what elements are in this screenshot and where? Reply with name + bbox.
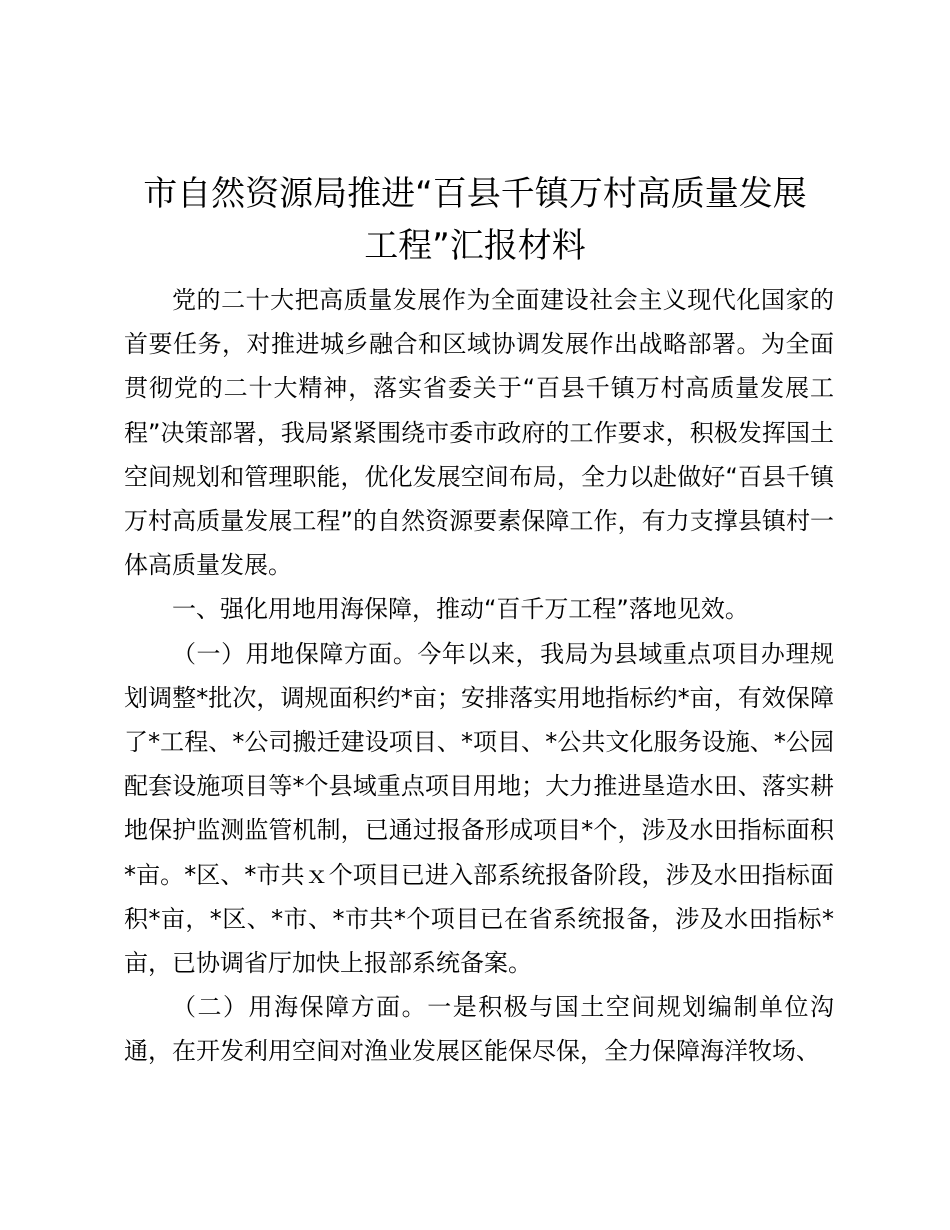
section-heading-1: 一、强化用地用海保障，推动“百千万工程”落地见效。 xyxy=(172,595,749,624)
document-body xyxy=(124,278,834,1074)
title-line-1: 市自然资源局推进“百县千镇万村高质量发展 xyxy=(143,174,807,214)
sea-use-paragraph: （二）用海保障方面。一是积极与国土空间规划编制单位沟通，在开发利用空间对渔业发展区能保尽保，全力保障海洋牧场、 xyxy=(124,993,834,1066)
title-line-2: 工程”汇报材料 xyxy=(364,226,586,266)
document-title xyxy=(120,168,830,272)
intro-paragraph: 党的二十大把高质量发展作为全面建设社会主义现代化国家的首要任务，对推进城乡融合和区域协调发展作出战略部署。为全面贯彻党的二十大精神，落实省委关于“百县千镇万村高质量发展工程”决策部署，我局紧紧围绕市委市政府的工作要求，积极发挥国土空间规划和管理职能，优化发展空间布局，全力以赴做好“百县千镇万村高质量发展工程”的自然资源要素保障工作，有力支撑县镇村一体高质量发展。 xyxy=(124,286,834,580)
land-use-paragraph: （一）用地保障方面。今年以来，我局为县域重点项目办理规划调整*批次，调规面积约*亩；安排落实用地指标约*亩，有效保障了*工程、*公司搬迁建设项目、*项目、*公共文化服务设施、*公园配套设施项目等*个县域重点项目用地；大力推进垦造水田、落实耕地保护监测监管机制，已通过报备形成项目*个，涉及水田指标面积*亩。*区、*市共ｘ个项目已进入部系统报备阶段，涉及水田指标面积*亩，*区、*市、*市共*个项目已在省系统报备，涉及水田指标*亩，已协调省厅加快上报部系统备案。 xyxy=(124,639,834,978)
